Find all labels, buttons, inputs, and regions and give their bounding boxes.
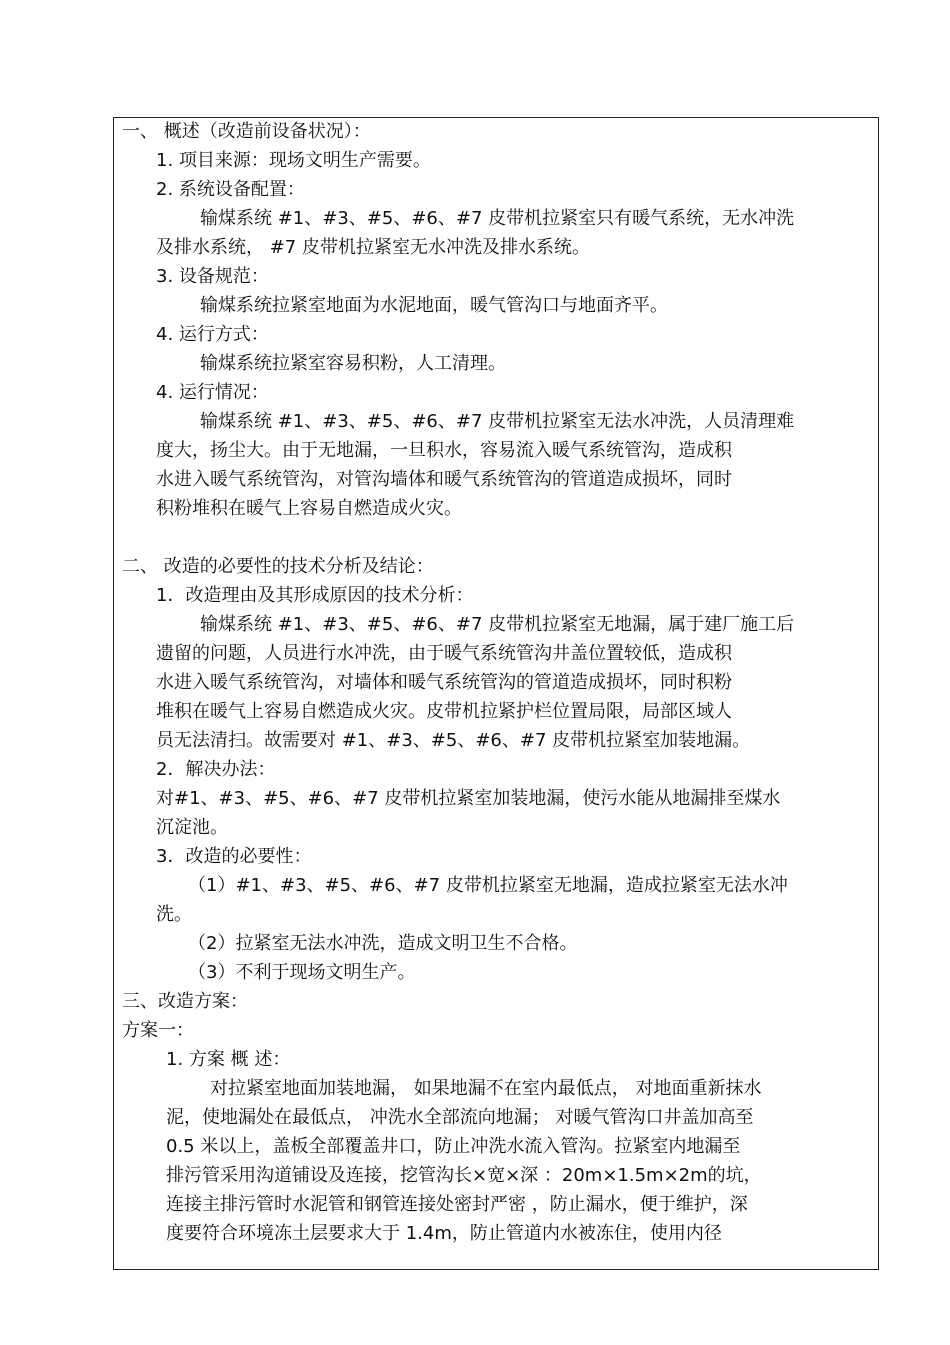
reason-analysis-line-4: 堆积在暖气上容易自燃造成火灾。皮带机拉紧护栏位置局限，局部区域人 (156, 701, 732, 722)
necessity-point-1-line-2: 洗。 (156, 904, 192, 925)
equipment-spec-line-1: 输煤系统拉紧室地面为水泥地面，暖气管沟口与地面齐平。 (200, 295, 668, 316)
plan-overview-line-2: 泥，使地漏处在最低点， 冲洗水全部流向地漏； 对暖气管沟口井盖加高至 (166, 1107, 754, 1128)
plan-overview-title: 1. 方案 概 述： (166, 1049, 291, 1070)
plan-overview-line-1: 对拉紧室地面加装地漏， 如果地漏不在室内最低点， 对地面重新抹水 (210, 1078, 762, 1099)
operation-status-title: 4. 运行情况： (156, 382, 269, 403)
section1-heading: 一、 概述（改造前设备状况）： (122, 121, 371, 142)
necessity-title: 3．改造的必要性： (156, 846, 312, 867)
section2-heading: 二、 改造的必要性的技术分析及结论： (122, 556, 434, 577)
necessity-point-2: （2）拉紧室无法水冲洗，造成文明卫生不合格。 (188, 933, 578, 954)
operation-status-line-2: 度大，扬尘大。由于无地漏，一旦积水，容易流入暖气系统管沟，造成积 (156, 440, 732, 461)
operation-status-line-1: 输煤系统 #1、#3、#5、#6、#7 皮带机拉紧室无法水冲洗，人员清理难 (200, 411, 795, 432)
system-config-line-2: 及排水系统， #7 皮带机拉紧室无水冲洗及排水系统。 (156, 237, 590, 258)
solution-line-1: 对#1、#3、#5、#6、#7 皮带机拉紧室加装地漏，使污水能从地漏排至煤水 (156, 788, 781, 809)
operation-mode-title: 4. 运行方式： (156, 324, 269, 345)
solution-title: 2．解决办法： (156, 759, 276, 780)
section3-heading: 三、改造方案： (122, 991, 248, 1012)
system-config-line-1: 输煤系统 #1、#3、#5、#6、#7 皮带机拉紧室只有暖气系统，无水冲洗 (200, 208, 795, 229)
plan-overview-line-5: 连接主排污管时水泥管和钢管连接处密封严密 ，防止漏水，便于维护，深 (166, 1194, 748, 1215)
operation-status-line-4: 积粉堆积在暖气上容易自燃造成火灾。 (156, 498, 462, 519)
reason-analysis-line-1: 输煤系统 #1、#3、#5、#6、#7 皮带机拉紧室无地漏，属于建厂施工后 (200, 614, 795, 635)
operation-status-line-3: 水进入暖气系统管沟，对管沟墙体和暖气系统管沟的管道造成损坏，同时 (156, 469, 732, 490)
operation-mode-line-1: 输煤系统拉紧室容易积粉，人工清理。 (200, 353, 506, 374)
solution-line-2: 沉淀池。 (156, 817, 228, 838)
reason-analysis-line-2: 遗留的问题，人员进行水冲洗，由于暖气系统管沟井盖位置较低，造成积 (156, 643, 732, 664)
reason-analysis-title: 1．改造理由及其形成原因的技术分析： (156, 585, 474, 606)
plan-overview-line-4: 排污管采用沟道铺设及连接，挖管沟长×宽×深 ：20m×1.5m×2m的坑， (166, 1165, 762, 1186)
necessity-point-3: （3）不利于现场文明生产。 (188, 962, 416, 983)
plan-overview-line-6: 度要符合环境冻土层要求大于 1.4m，防止管道内水被冻住，使用内径 (166, 1223, 722, 1244)
reason-analysis-line-5: 员无法清扫。故需要对 #1、#3、#5、#6、#7 皮带机拉紧室加装地漏。 (156, 730, 751, 751)
equipment-spec-title: 3. 设备规范： (156, 266, 269, 287)
necessity-point-1-line-1: （1）#1、#3、#5、#6、#7 皮带机拉紧室无地漏，造成拉紧室无法水冲 (188, 875, 788, 896)
project-source-line: 1. 项目来源：现场文明生产需要。 (156, 150, 431, 171)
reason-analysis-line-3: 水进入暖气系统管沟，对墙体和暖气系统管沟的管道造成损坏，同时积粉 (156, 672, 732, 693)
plan-one-title: 方案一： (122, 1020, 194, 1041)
system-config-title: 2. 系统设备配置： (156, 179, 305, 200)
plan-overview-line-3: 0.5 米以上，盖板全部覆盖井口，防止冲洗水流入管沟。拉紧室内地漏至 (166, 1136, 741, 1157)
